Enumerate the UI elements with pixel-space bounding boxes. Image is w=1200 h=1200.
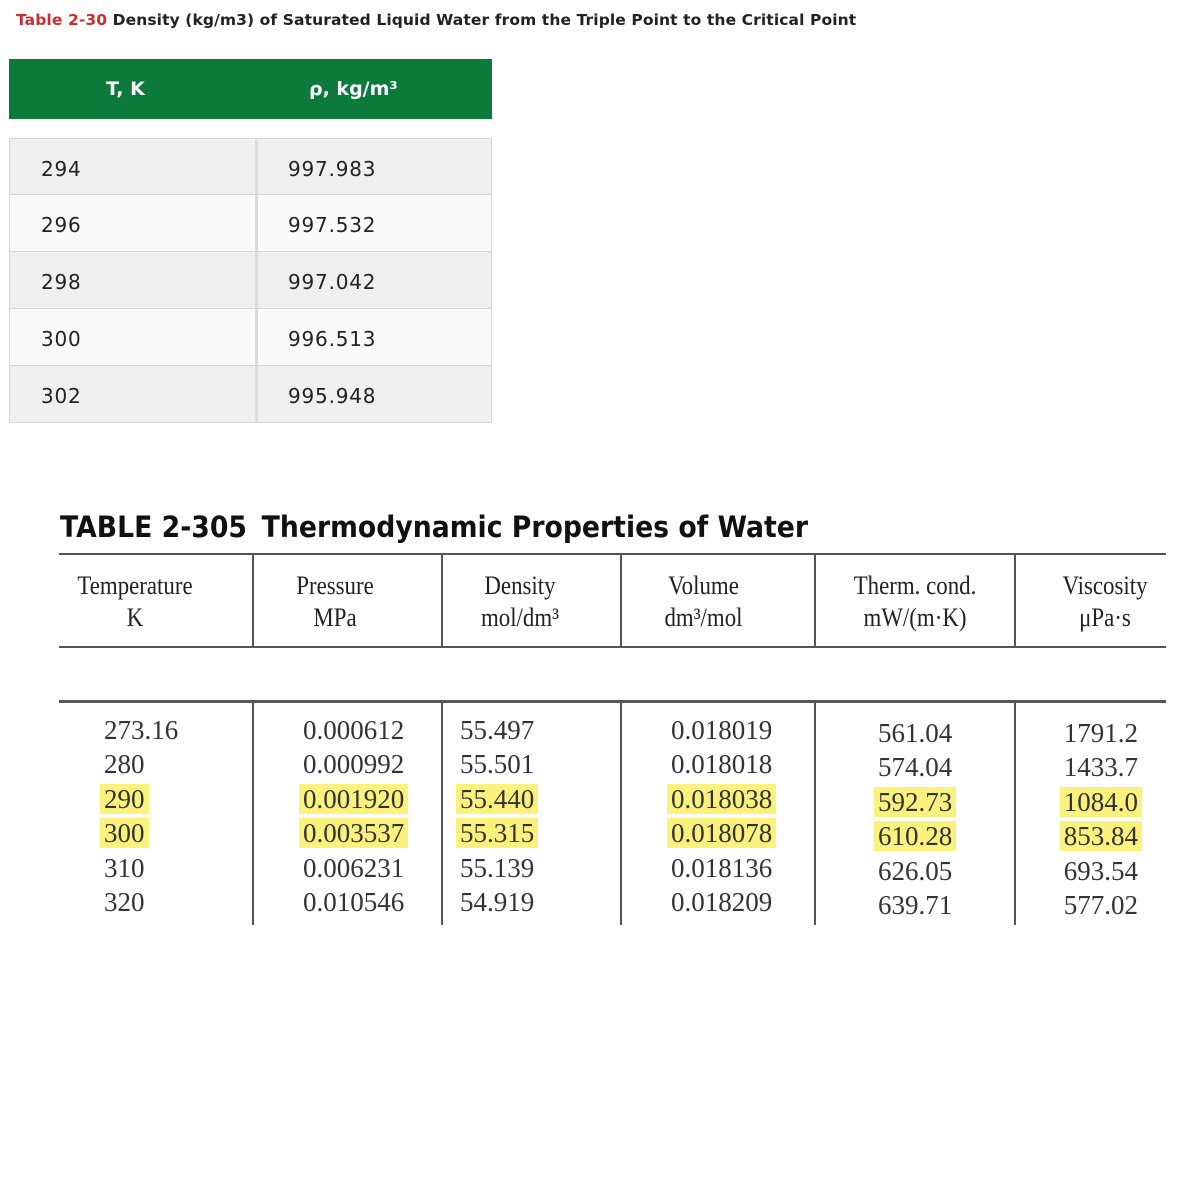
highlight-mark: 0.003537 [299, 818, 408, 848]
header-divider [620, 555, 622, 646]
cell-volume: 0.018209 [671, 887, 773, 918]
cell-therm-cond: 574.04 [878, 752, 953, 783]
highlight-mark: 610.28 [874, 821, 956, 851]
column-volume [671, 713, 772, 919]
cell-density: 55.497 [460, 715, 535, 745]
cell-temperature: 280 [104, 749, 145, 780]
cell-density [460, 816, 534, 850]
column-divider [255, 195, 258, 251]
table-row [9, 309, 492, 366]
cell-temperature: 300 [41, 327, 82, 351]
header-unit: dm³/mol [664, 603, 743, 632]
cell-density: 997.532 [288, 213, 377, 237]
column-divider [255, 139, 258, 194]
header-viscosity [1048, 570, 1162, 634]
header-divider [441, 555, 443, 646]
table-row [9, 366, 492, 423]
column-divider [255, 366, 258, 422]
cell-density: 55.501 [460, 749, 535, 780]
header-unit: K [126, 603, 144, 632]
body-top-rule [59, 700, 1166, 703]
cell-therm-cond [878, 785, 952, 819]
table-2-30-body [9, 138, 492, 423]
header-temperature [68, 570, 202, 634]
cell-temperature: 273.16 [104, 715, 179, 745]
header-name: Viscosity [1062, 571, 1148, 600]
cell-temperature: 298 [41, 270, 82, 294]
highlight-mark: 0.018038 [667, 784, 776, 814]
header-name: Therm. cond. [853, 571, 977, 600]
table-2-305-number: TABLE 2-305 [60, 510, 247, 544]
cell-viscosity: 1433.7 [1063, 752, 1138, 783]
header-temperature: T, K [106, 78, 145, 100]
highlight-mark: 853.84 [1060, 821, 1142, 851]
table-2-30-caption [16, 11, 856, 29]
header-therm-cond [840, 570, 990, 634]
cell-pressure: 0.006231 [303, 852, 405, 883]
highlight-mark: 592.73 [874, 787, 956, 817]
header-unit: MPa [313, 603, 357, 632]
header-bottom-rule [59, 646, 1166, 648]
cell-viscosity: 693.54 [1063, 855, 1138, 886]
cell-pressure: 0.000612 [303, 715, 405, 745]
cell-viscosity [1030, 819, 1138, 853]
header-unit: mol/dm³ [480, 603, 560, 632]
highlight-mark: 290 [100, 784, 149, 814]
header-unit: μPa·s [1079, 603, 1131, 632]
highlight-mark: 1084.0 [1060, 787, 1142, 817]
cell-temperature: 294 [41, 157, 82, 181]
cell-temperature: 302 [41, 384, 82, 408]
cell-density: 995.948 [288, 384, 377, 408]
header-volume [644, 570, 763, 634]
table-2-305-caption [60, 510, 808, 544]
body-divider [620, 703, 622, 925]
cell-therm-cond: 626.05 [878, 855, 953, 886]
cell-viscosity [1030, 785, 1138, 819]
cell-temperature [104, 782, 178, 816]
highlight-mark: 0.018078 [667, 818, 776, 848]
header-unit: mW/(m·K) [863, 603, 967, 632]
column-divider [255, 252, 258, 308]
cell-density: 996.513 [288, 327, 377, 351]
table-row [9, 195, 492, 252]
cell-density: 997.983 [288, 157, 377, 181]
cell-density [460, 782, 534, 816]
cell-viscosity: 577.02 [1063, 890, 1138, 921]
cell-volume: 0.018019 [671, 715, 773, 745]
column-pressure [303, 713, 404, 919]
cell-pressure [303, 816, 404, 850]
column-viscosity [1030, 716, 1138, 922]
header-pressure [278, 570, 392, 634]
cell-pressure: 0.000992 [303, 749, 405, 780]
column-temperature [104, 713, 178, 919]
cell-volume: 0.018136 [671, 852, 773, 883]
cell-volume [671, 782, 772, 816]
cell-temperature [104, 816, 178, 850]
cell-viscosity: 1791.2 [1063, 718, 1138, 748]
highlight-mark: 0.001920 [299, 784, 408, 814]
column-divider [255, 309, 258, 365]
cell-density: 54.919 [460, 887, 535, 918]
header-divider [252, 555, 254, 646]
table-2-30-title: Density (kg/m3) of Saturated Liquid Water from the Triple Point to the Critical Point [112, 11, 857, 29]
cell-pressure [303, 782, 404, 816]
body-divider [814, 703, 816, 925]
header-name: Density [484, 571, 556, 600]
cell-density: 55.139 [460, 852, 535, 883]
cell-temperature: 296 [41, 213, 82, 237]
header-density: ρ, kg/m³ [309, 78, 398, 100]
cell-therm-cond [878, 819, 952, 853]
cell-volume: 0.018018 [671, 749, 773, 780]
highlight-mark: 55.440 [456, 784, 538, 814]
highlight-mark: 55.315 [456, 818, 538, 848]
column-therm-cond [878, 716, 952, 922]
header-name: Pressure [296, 571, 374, 600]
cell-density: 997.042 [288, 270, 377, 294]
top-rule [59, 553, 1166, 555]
header-density [463, 570, 577, 634]
cell-pressure: 0.010546 [303, 887, 405, 918]
header-divider [814, 555, 816, 646]
body-divider [252, 703, 254, 925]
cell-therm-cond: 561.04 [878, 718, 953, 748]
table-2-30-number: Table 2-30 [16, 11, 108, 29]
cell-therm-cond: 639.71 [878, 890, 953, 921]
table-row [9, 138, 492, 195]
table-2-305-title: Thermodynamic Properties of Water [261, 510, 809, 544]
table-2-30-header [9, 59, 492, 119]
body-divider [1014, 703, 1016, 925]
table-row [9, 252, 492, 309]
body-divider [441, 703, 443, 925]
header-divider [1014, 555, 1016, 646]
cell-temperature: 310 [104, 852, 145, 883]
cell-volume [671, 816, 772, 850]
highlight-mark: 300 [100, 818, 149, 848]
header-name: Volume [668, 571, 739, 600]
cell-temperature: 320 [104, 887, 145, 918]
column-density [460, 713, 534, 919]
header-name: Temperature [77, 571, 193, 600]
